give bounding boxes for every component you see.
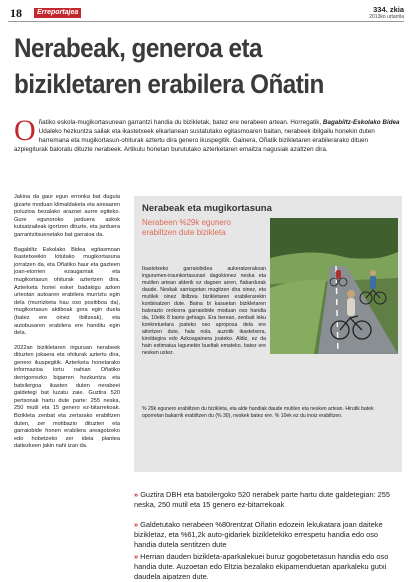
box-body: Ikastetxeko garraiobidea aukeratzerakoan ingurumen-iraunkortasunari dagokionez neska eta mutilen artean alderik ez dagoen arren, ñabardurak daude. Neskak sarriagotan mugitzen dira oinez, eta mutilek oinez ibiltzea bizikletaren erabilerarekin konbinatzen dute. Baina bi kasuetan bizikletaren balorazio orokorra garraiobide moduan oso handia da, 10etik 8 baino gehiago. Era berean, zenbait leku konkretuetara joateko oso aproposa dela ere aitortzen dute, hala nola, auzotik ikastetxera, kiroldegira edo Azkoagainera joateko. Aldiz, ez da hain estimatua lagunekin bueltak emateko, batez ere nesken ustez. bbox=[142, 266, 266, 356]
issue-info bbox=[369, 6, 404, 20]
left-paragraph: 2022an bizikletaren inguruan nerabeek dituzten jokaera eta ohiturak aztertu dira, genero ikuspegitik. Azterketa honetarako informazioa lortu nahian Oñatiko derrigorrezko bigarren hezkuntza eta batxilergoa ikasten duten nerabeei galdetegi bat luzatu zaie. Guztira 520 pertsonak hartu dute parte: 255 neska, 250 mutil eta 15 genero ez-bitarrekoak. Bizikleta zenbat eta zertarako erabiltzen duten, zer motibazio dituzten eta garraiobide honen erabilera areagotzeko edo hobetzeko zer ideia plantea daitezkeen jakin nahi izan da. bbox=[14, 344, 120, 450]
lead-paragraph bbox=[14, 114, 400, 154]
right-double-chevron-icon: » bbox=[134, 520, 141, 529]
lead-text-1: ñatiko eskola-mugikortasunean garrantzi handia du bizikletak, batez ere nerabeen artean. Horregatik, bbox=[38, 119, 323, 126]
box-note: % 29k egunero erabiltzen du bizikleta, eta alde handiak daude mutilen eta nesken artean. Hirutik batek oporretan bakarrik erabiltzen du (% 30), neskek batez ere. % 10ek ez du inoiz erabiltzen. bbox=[142, 406, 374, 419]
lead-text-2: Udaleko hezkuntza sailak eta ikastetxeek elkarlanean sustatutako egitasmoaren baitan, nerabeek ibilgailu honekin duten harremana eta mugikortasun-ohiturak aztertu dira genero ikuspegitik. Gainera, Oñatik bizikletaren erabilerarako dituen azpiegiturak baloratu dituzte nerabeek. Artikulu honetan burututako azterketaren emaitza nagusiak azaltzen dira. bbox=[14, 128, 375, 153]
cyclists-photo bbox=[270, 218, 398, 354]
key-point-text: Guztira DBH eta batxilergoko 520 nerabek parte hartu dute galdetegian: 255 neska, 250 mutil eta 15 genero ez-bitarrekoak bbox=[134, 490, 390, 509]
page-header bbox=[8, 6, 404, 20]
key-point-text: Galdetutako nerabeen %80rentzat Oñatin edozein lekukatara joan daiteke bizikletaz, eta %61,2k auto-gidariek bizikletekiko errespetu handia edo oso handia dutela sentitzen dute bbox=[134, 520, 383, 549]
section-tag: Erreportajea bbox=[34, 8, 81, 18]
box-title: Nerabeak eta mugikortasuna bbox=[142, 203, 272, 214]
left-paragraph: Bagabiltz Eskolako Bidea egitasmoan ikastetxeekin lotutako mugikortasuna jorratzen da, eta Oñatiko haur eta gazteen joan-etorrien ezaugarriak eta mugikortasun ohiturak aztertzen dira. Azterketa horiei esker badakigu azken urteotan autoaren erabilera murriztu egin dela (murrizketa hau oso positiboa da), mugikortasun aktiboak gora egin duela (batez ere oinez ibiltzeak), eta autobusaren erabilera ere handitu egin dela. bbox=[14, 246, 120, 337]
left-paragraph: Jakina da gaur egun erronka bat duguia gizarte moduan klimaldaketa eta aireaaren poluzioa bezalako arazoei aurre egiteko. Gure egunoroko jarduera askok kutsatzaileak igortzen dituzte, eta jarduera garrantzitsuenetako bat garraioa da. bbox=[14, 194, 120, 238]
lead-org: Bagabiltz-Eskolako Bidea bbox=[322, 119, 400, 126]
cyclists-photo-illustration bbox=[270, 218, 398, 354]
right-double-chevron-icon: » bbox=[134, 552, 141, 561]
issue-date: 2013ko urtarrila bbox=[369, 14, 404, 20]
header-rule bbox=[8, 21, 404, 22]
sidebar-box bbox=[134, 196, 402, 472]
key-point bbox=[134, 490, 402, 510]
left-column bbox=[14, 194, 120, 458]
box-subtitle: Nerabeen %29k egunero erabiltzen dute bizikleta bbox=[142, 218, 231, 237]
key-point bbox=[134, 520, 402, 550]
headline: Nerabeak, generoa eta bizikletaren erabilera Oñatin bbox=[14, 33, 324, 99]
key-point-text: Herrian dauden bizikleta-aparkalekuei buruz gogobetetasun handia edo oso handia dute. Auzoetan edo Eltzia bezalako ekipamenduetan aparkaleku gutxi daudela aipatzen dute. bbox=[134, 552, 389, 581]
drop-cap: O bbox=[14, 114, 36, 147]
right-double-chevron-icon: » bbox=[134, 490, 139, 499]
issue-number: 334. zkia bbox=[373, 5, 404, 14]
key-point bbox=[134, 552, 402, 582]
page-number: 18 bbox=[10, 6, 22, 20]
